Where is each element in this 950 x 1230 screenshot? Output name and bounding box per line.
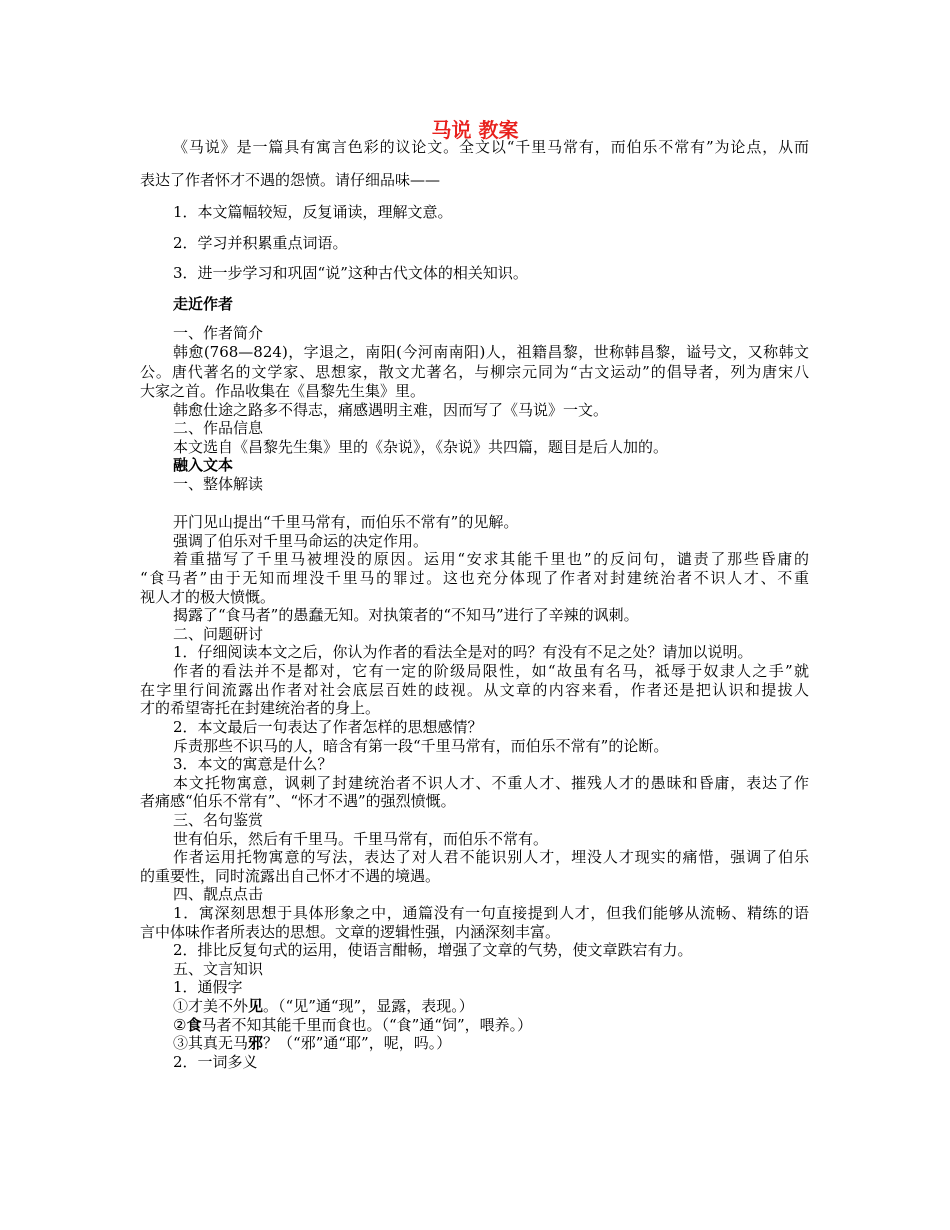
paragraph-line: 1．寓深刻思想于具体形象之中，通篇没有一句直接提到人才，但我们能够从流畅、精练的语: [173, 904, 809, 922]
paragraph-line: 韩愈(768—824)，字退之，南阳(今河南南阳)人，祖籍昌黎，世称韩昌黎，谥号文，又称韩文: [173, 343, 809, 361]
list-heading: 2．一词多义: [173, 1053, 258, 1071]
subsection-heading: 二、作品信息: [173, 419, 264, 437]
section-heading: 融入文本: [173, 456, 234, 474]
key-character: 见: [248, 997, 264, 1015]
paragraph-line: 作者运用托物寓意的写法，表达了对人君不能识别人才，埋没人才现实的痛惜，强调了伯乐: [173, 848, 809, 866]
intro-line: 《马说》是一篇具有寓言色彩的议论文。全文以“千里马常有，而伯乐不常有”为论点，从而: [173, 138, 809, 156]
paragraph-line: 才的希望寄托在封建统治者的身上。: [140, 699, 381, 717]
list-item: [173, 1015, 532, 1035]
example-note: ？（“邪”通“耶”，呢，吗。）: [263, 1034, 452, 1052]
example-text: ①才美不外: [173, 997, 249, 1015]
subsection-heading: 五、文言知识: [173, 960, 264, 978]
paragraph-line: 言中体味作者所表达的思想。文章的逻辑性强，内涵深刻丰富。: [140, 923, 561, 941]
paragraph-line: 公。唐代著名的文学家、思想家，散文尤著名，与柳宗元同为“古文运动”的倡导者，列为唐宋八: [140, 363, 809, 381]
goal-item: 3．进一步学习和巩固“说”这种古代文体的相关知识。: [173, 264, 528, 282]
example-note: 马者不知其能千里而食也。（“食”通“饲”，喂养。）: [201, 1016, 533, 1034]
example-note: 。（“见”通“现”，显露，表现。）: [263, 997, 474, 1015]
paragraph-line: 大家之首。作品收集在《昌黎先生集》里。: [140, 382, 426, 400]
section-heading: 走近作者: [173, 295, 234, 313]
paragraph-line: 的重要性，同时流露出自己怀才不遇的境遇。: [140, 867, 441, 885]
question: 3．本文的寓意是什么？: [173, 755, 333, 773]
paragraph-line: 2．排比反复句式的运用，使语言酣畅，增强了文章的气势，使文章跌宕有力。: [173, 941, 693, 959]
paragraph-line: 者痛感“伯乐不常有”、“怀才不遇”的强烈愤慨。: [140, 792, 456, 810]
goal-item: 1．本文篇幅较短，反复诵读，理解文意。: [173, 203, 453, 221]
key-character: 邪: [248, 1034, 264, 1052]
example-text: ③其真无马: [173, 1034, 249, 1052]
paragraph-line: 作者的看法并不是都对，它有一定的阶级局限性，如“故虽有名马，祗辱于奴隶人之手”就: [173, 662, 809, 680]
question: 1．仔细阅读本文之后，你认为作者的看法全是对的吗？有没有不足之处？请加以说明。: [173, 643, 753, 661]
paragraph-line: 世有伯乐，然后有千里马。千里马常有，而伯乐不常有。: [173, 830, 549, 848]
paragraph-line: 本文选自《昌黎先生集》里的《杂说》，《杂说》共四篇，题目是后人加的。: [173, 438, 669, 456]
paragraph-line: 着重描写了千里马被埋没的原因。运用“安求其能千里也”的反问句，谴责了那些昏庸的: [173, 550, 809, 568]
paragraph-line: 视人才的极大愤慨。: [140, 588, 276, 606]
key-character: 食: [186, 1016, 202, 1034]
paragraph-line: 开门见山提出“千里马常有，而伯乐不常有”的见解。: [173, 513, 519, 531]
paragraph-line: 揭露了“食马者”的愚蠢无知。对执策者的“不知马”进行了辛辣的讽刺。: [173, 606, 639, 624]
paragraph-line: 强调了伯乐对千里马命运的决定作用。: [173, 532, 429, 550]
example-text: ②: [173, 1016, 187, 1034]
subsection-heading: 一、作者简介: [173, 324, 264, 342]
subsection-heading: 三、名句鉴赏: [173, 811, 264, 829]
goal-item: 2．学习并积累重点词语。: [173, 234, 348, 252]
paragraph-line: 斥责那些不识马的人，暗含有第一段“千里马常有，而伯乐不常有”的论断。: [173, 737, 669, 755]
subsection-heading: 二、问题研讨: [173, 625, 264, 643]
subsection-heading: 四、靓点点击: [173, 885, 264, 903]
paragraph-line: 本文托物寓意，讽刺了封建统治者不识人才、不重人才、摧残人才的愚昧和昏庸，表达了作: [173, 774, 809, 792]
paragraph-line: 在字里行间流露出作者对社会底层百姓的歧视。从文章的内容来看，作者还是把认识和提拔人: [140, 681, 809, 699]
page-title: 马说 教案: [431, 118, 519, 142]
list-item: [173, 1033, 451, 1053]
subsection-heading: 一、整体解读: [173, 475, 264, 493]
intro-line: 表达了作者怀才不遇的怨愤。请仔细品味——: [140, 171, 441, 189]
list-heading: 1．通假字: [173, 978, 243, 996]
list-item: [173, 996, 474, 1016]
paragraph-line: “食马者”由于无知而埋没千里马的罪过。这也充分体现了作者对封建统治者不识人才、不重: [140, 569, 809, 587]
question: 2．本文最后一句表达了作者怎样的思想感情？: [173, 718, 483, 736]
paragraph-line: 韩愈仕途之路多不得志，痛感遇明主难，因而写了《马说》一文。: [173, 401, 609, 419]
